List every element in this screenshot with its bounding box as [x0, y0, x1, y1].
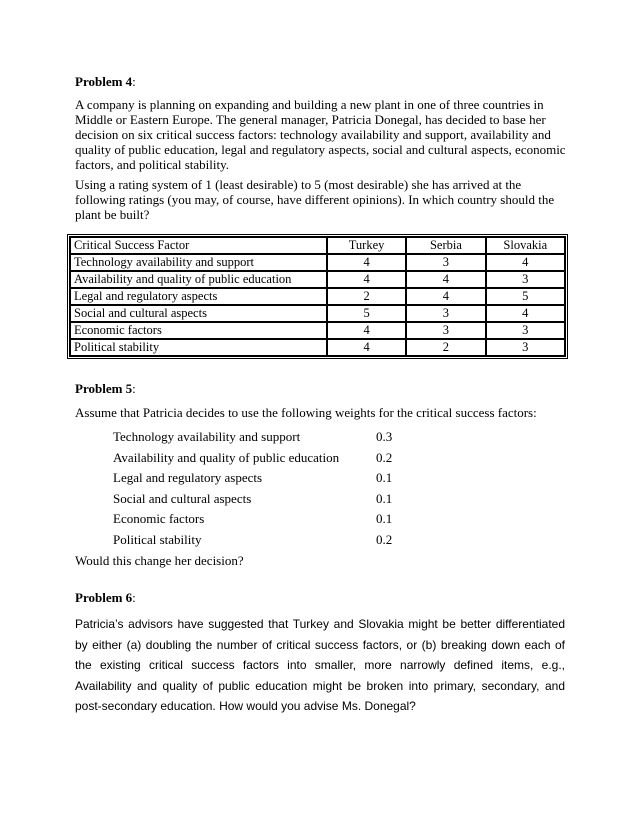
ratings-value-cell: 4 [327, 322, 406, 339]
weight-factor: Legal and regulatory aspects [113, 470, 263, 485]
weight-factor: Economic factors [113, 511, 205, 526]
ratings-value-cell: 4 [327, 271, 406, 288]
ratings-factor-cell: Availability and quality of public education [70, 271, 327, 288]
ratings-value-cell: 2 [406, 339, 485, 356]
problem-6-body: Patricia’s advisors have suggested that Turkey and Slovakia might be better differentiated by either (a) doubling the number of critical success factors, or (b) breaking down each of the existing critical success factors into smaller, more narrowly defined items, e.g., Availability and quality of public education might be broken into primary, secondary, and post-secondary education. How would you advise Ms. Donegal? [75, 617, 565, 713]
ratings-header-cell: Serbia [406, 237, 485, 254]
ratings-value-cell: 3 [486, 339, 565, 356]
ratings-value-cell: 3 [486, 271, 565, 288]
ratings-value-cell: 3 [486, 322, 565, 339]
ratings-value-cell: 3 [406, 305, 485, 322]
problem-4-heading [75, 74, 567, 89]
problem-5-question: Would this change her decision? [75, 553, 244, 568]
ratings-value-cell: 3 [406, 322, 485, 339]
ratings-table-body [70, 237, 565, 356]
ratings-header-cell: Critical Success Factor [70, 237, 327, 254]
weight-value: 0.1 [376, 490, 393, 506]
weight-row [113, 429, 567, 450]
ratings-row [70, 271, 565, 288]
problem-5-intro: Assume that Patricia decides to use the following weights for the critical success factors: [75, 405, 537, 420]
weight-row [113, 491, 567, 512]
problem-4-colon: : [132, 74, 136, 89]
ratings-value-cell: 4 [486, 254, 565, 271]
ratings-table [69, 236, 566, 357]
ratings-row [70, 322, 565, 339]
ratings-value-cell: 5 [327, 305, 406, 322]
ratings-value-cell: 4 [406, 288, 485, 305]
ratings-factor-cell: Technology availability and support [70, 254, 327, 271]
weights-list [113, 429, 567, 552]
ratings-value-cell: 4 [327, 339, 406, 356]
ratings-header-cell: Turkey [327, 237, 406, 254]
ratings-value-cell: 2 [327, 288, 406, 305]
problem-5-heading [75, 381, 567, 396]
weight-row [113, 470, 567, 491]
ratings-factor-cell: Legal and regulatory aspects [70, 288, 327, 305]
problem-6-title: Problem 6 [75, 590, 133, 605]
ratings-value-cell: 3 [406, 254, 485, 271]
problem-4-paragraph-2: Using a rating system of 1 (least desirable) to 5 (most desirable) she has arrived at the following ratings (you may, of course, have different opinions). In which country should the plant be built? [75, 177, 555, 222]
ratings-value-cell: 4 [327, 254, 406, 271]
weight-value: 0.2 [376, 531, 393, 547]
weight-row [113, 532, 567, 553]
ratings-value-cell: 4 [406, 271, 485, 288]
problem-6-colon: : [132, 590, 136, 605]
weight-row [113, 450, 567, 471]
ratings-row [70, 305, 565, 322]
weight-factor: Social and cultural aspects [113, 490, 252, 506]
weight-value: 0.1 [376, 470, 393, 485]
ratings-row [70, 339, 565, 356]
ratings-factor-cell: Social and cultural aspects [70, 305, 327, 322]
problem-4-paragraph-1: A company is planning on expanding and building a new plant in one of three countries in Middle or Eastern Europe. The general manager, Patricia Donegal, has decided to base her decision on six critical success factors: technology availability and support, availability and quality of public education, legal and regulatory aspects, social and cultural aspects, economic factors, and political stability. [75, 97, 566, 172]
problem-5-colon: : [132, 381, 136, 396]
weight-factor: Technology availability and support [113, 429, 301, 444]
ratings-value-cell: 4 [486, 305, 565, 322]
weight-factor: Political stability [113, 531, 202, 547]
weight-value: 0.1 [376, 511, 393, 526]
ratings-row [70, 254, 565, 271]
weight-value: 0.2 [376, 449, 393, 465]
problem-4-title: Problem 4 [75, 74, 133, 89]
problem-5-title: Problem 5 [75, 381, 133, 396]
ratings-header-row [70, 237, 565, 254]
ratings-row [70, 288, 565, 305]
ratings-factor-cell: Political stability [70, 339, 327, 356]
document-page [75, 74, 567, 717]
ratings-value-cell: 5 [486, 288, 565, 305]
weight-row [113, 511, 567, 532]
ratings-header-cell: Slovakia [486, 237, 565, 254]
ratings-factor-cell: Economic factors [70, 322, 327, 339]
weight-value: 0.3 [376, 429, 393, 444]
weight-factor: Availability and quality of public education [113, 449, 340, 465]
problem-6-heading [75, 590, 567, 605]
